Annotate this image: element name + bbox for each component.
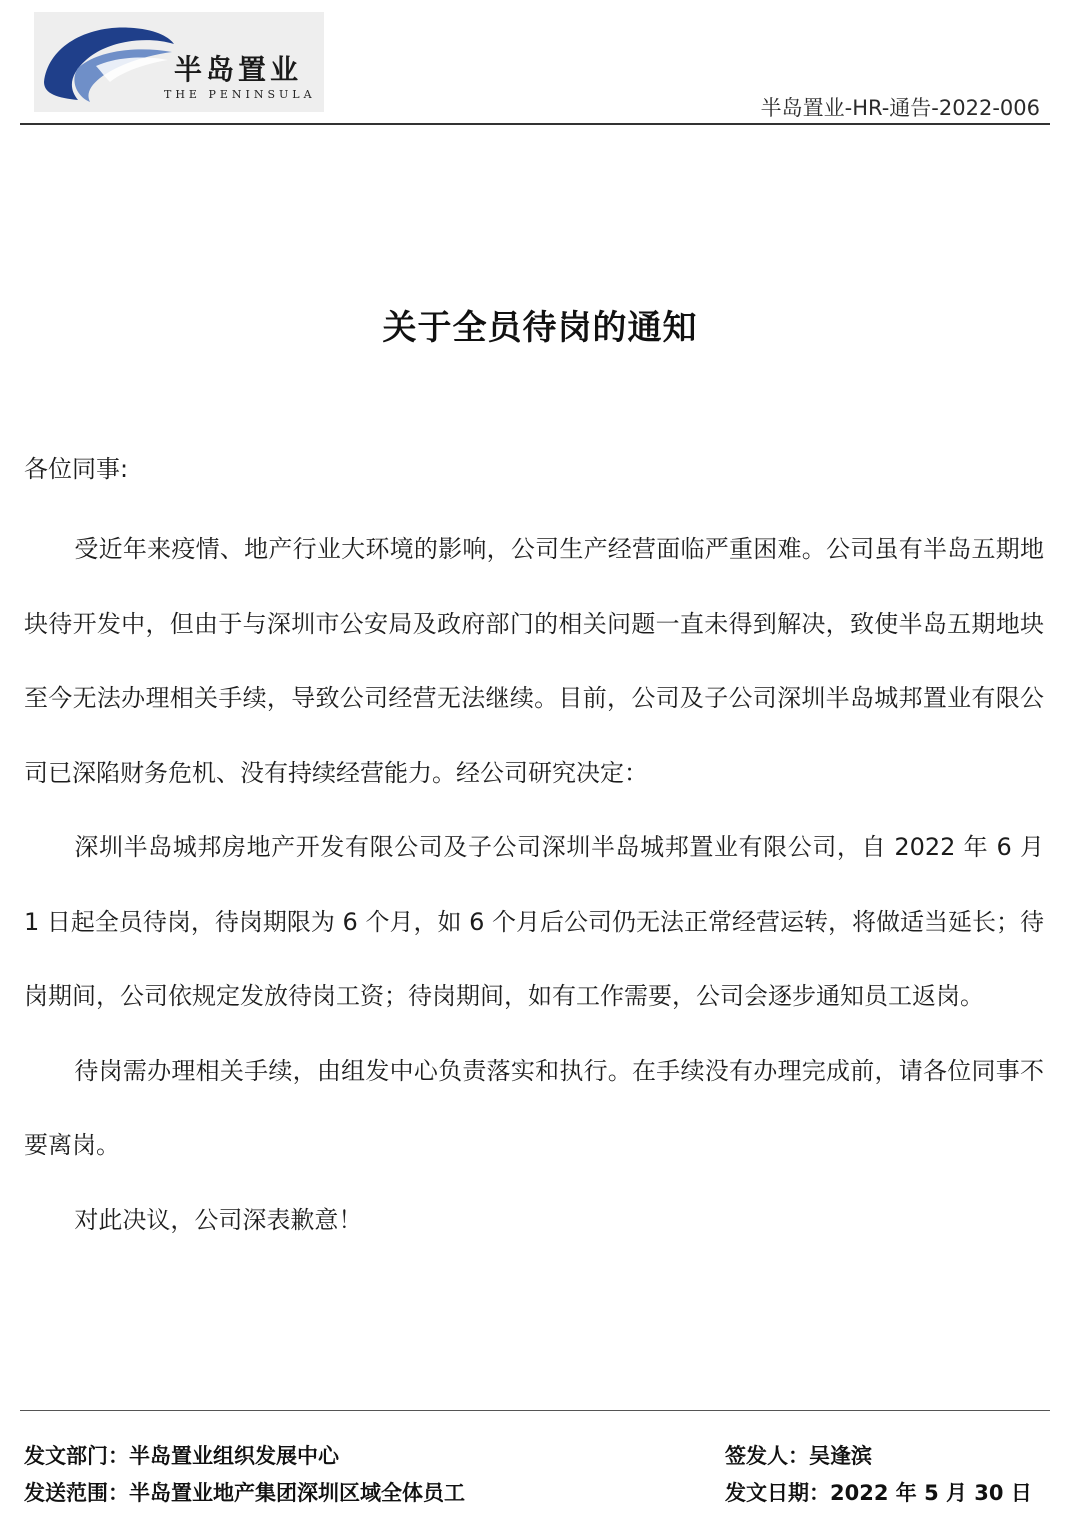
notice-body	[24, 512, 1044, 1257]
paragraph-background: 受近年来疫情、地产行业大环境的影响，公司生产经营面临严重困难。公司虽有半岛五期地块待开发中，但由于与深圳市公安局及政府部门的相关问题一直未得到解决，致使半岛五期地块至今无法办理相关手续，导致公司经营无法继续。目前，公司及子公司深圳半岛城邦置业有限公司已深陷财务危机、没有持续经营能力。经公司研究决定：	[24, 535, 1044, 787]
distribution-scope: 发送范围：半岛置业地产集团深圳区域全体员工	[24, 1481, 465, 1505]
issue-date: 发文日期：2022 年 5 月 30 日	[725, 1481, 1032, 1505]
notice-title: 关于全员待岗的通知	[382, 308, 698, 348]
signer: 签发人：吴逢滨	[725, 1444, 872, 1468]
logo-english-name: THE PENINSULA	[164, 88, 316, 101]
document-number: 半岛置业-HR-通告-2022-006	[760, 96, 1040, 120]
paragraph-apology: 对此决议，公司深表歉意！	[74, 1205, 363, 1234]
peninsula-logo-mark	[38, 16, 178, 108]
logo-chinese-name: 半岛置业	[174, 53, 303, 86]
header-divider	[20, 123, 1050, 125]
paragraph-procedures: 待岗需办理相关手续，由组发中心负责落实和执行。在手续没有办理完成前，请各位同事不要离岗。	[24, 1056, 1044, 1159]
paragraph-decision: 深圳半岛城邦房地产开发有限公司及子公司深圳半岛城邦置业有限公司，自 2022 年 6 月 1 日起全员待岗，待岗期限为 6 个月，如 6 个月后公司仍无法正常经营运转，将做适当延长；待岗期间，公司依规定发放待岗工资；待岗期间，如有工作需要，公司会逐步通知员工返岗。	[24, 833, 1044, 1010]
footer-divider	[20, 1410, 1050, 1411]
issuing-department: 发文部门：半岛置业组织发展中心	[24, 1444, 339, 1468]
company-logo	[34, 12, 324, 112]
salutation: 各位同事:	[24, 455, 129, 483]
